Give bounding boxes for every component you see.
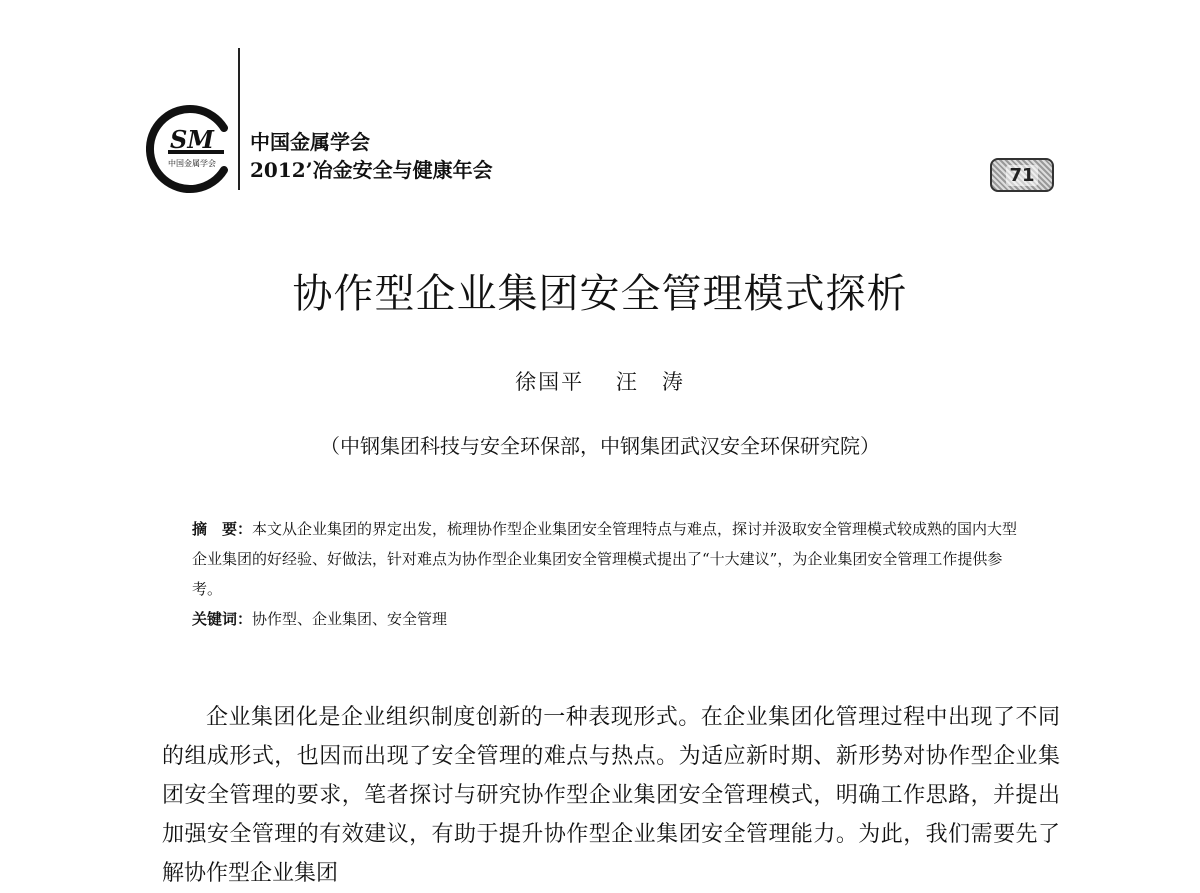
header-divider-line: [238, 48, 240, 190]
society-logo: [146, 104, 236, 194]
logo-ring-text: 中国金属学会: [168, 159, 216, 168]
logo-emblem-text: SM: [170, 125, 214, 154]
meeting-name: 2012’冶金安全与健康年会: [250, 158, 493, 182]
keywords-text: 协作型、企业集团、安全管理: [252, 610, 448, 628]
keywords-label: 关键词：: [192, 610, 253, 628]
author-affiliation: （中钢集团科技与安全环保部，中钢集团武汉安全环保研究院）: [320, 434, 880, 458]
body-text: [162, 698, 1060, 893]
abstract-text: 本文从企业集团的界定出发，梳理协作型企业集团安全管理特点与难点，探讨并汲取安全管理模式较成熟的国内大型企业集团的好经验、好做法，针对难点为协作型企业集团安全管理模式提出了“十大建议”，为企业集团安全管理工作提供参考。: [192, 520, 1018, 598]
keywords-paragraph: [192, 604, 1026, 634]
page-number-text: 71: [1006, 165, 1037, 186]
paper-title: 协作型企业集团安全管理模式探析: [292, 271, 908, 317]
abstract-label: 摘 要：: [192, 520, 253, 538]
body-paragraph: 企业集团化是企业组织制度创新的一种表现形式。在企业集团化管理过程中出现了不同的组成形式，也因而出现了安全管理的难点与热点。为适应新时期、新形势对协作型企业集团安全管理的要求，笔者探讨与研究协作型企业集团安全管理模式，明确工作思路，并提出加强安全管理的有效建议，有助于提升协作型企业集团安全管理能力。为此，我们需要先了解协作型企业集团: [162, 705, 1060, 886]
organization-name: 中国金属学会: [250, 130, 370, 154]
paper-authors: 徐国平 汪 涛: [515, 370, 685, 394]
conference-header: [250, 128, 493, 184]
abstract-paragraph: [192, 514, 1026, 604]
abstract-block: [192, 514, 1026, 634]
page-number-badge: [990, 158, 1054, 192]
